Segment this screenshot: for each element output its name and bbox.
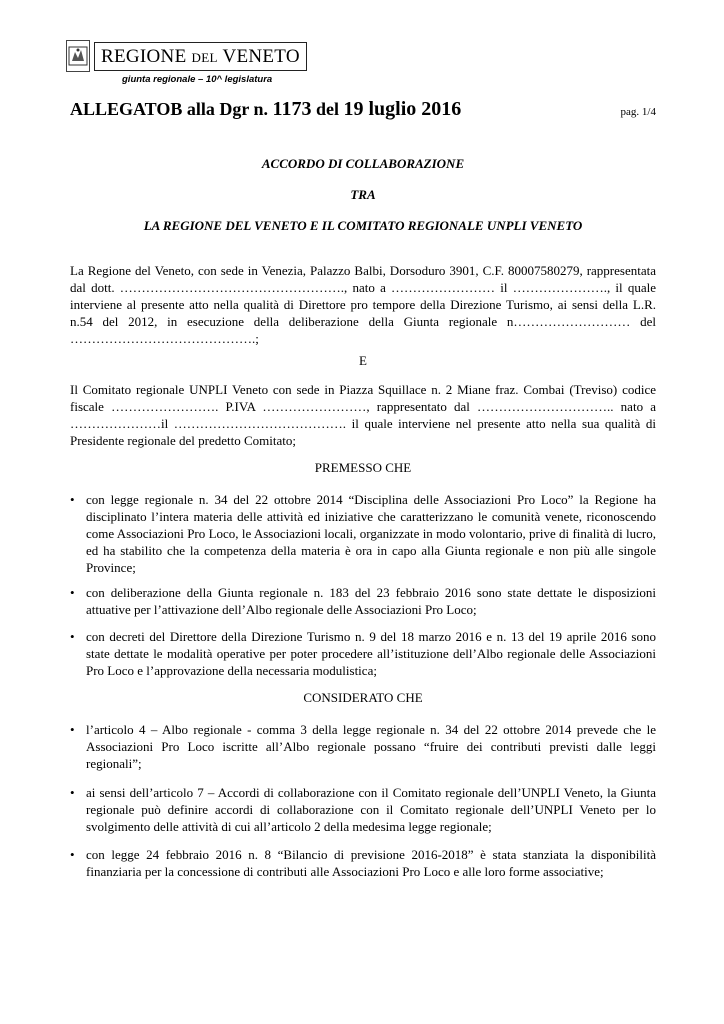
dgr-number: 1173 [272, 98, 312, 120]
legislature-subtitle: giunta regionale – 10^ legislatura [122, 74, 273, 85]
region-emblem-icon [66, 40, 90, 72]
list-item [70, 584, 656, 618]
separator-e: E [359, 353, 367, 368]
list-item [70, 491, 656, 576]
logo-small: DEL [191, 49, 218, 65]
paragraph-regione: La Regione del Veneto, con sede in Venezia, Palazzo Balbi, Dorsoduro 3901, C.F. 80007580279, rappresentata dal dott. ……………………………………………., nato a …………………… il …………………., il quale interviene al presente atto nella qualità di Direttore pro tempore della Direzione Turismo, ai sensi della L.R. n.54 del 2012, in esecuzione della deliberazione della Giunta regionale n……………………… del …………………………………….; [70, 263, 656, 347]
region-header [66, 40, 300, 85]
list-item-text: con decreti del Direttore della Direzione Turismo n. 9 del 18 marzo 2016 e n. 13 del 19 aprile 2016 sono state dettate le modalità operative per poter procedere all’istituzione dell’Albo regionale delle Associazioni Pro Loco e l’approvazione della necessaria modulistica; [86, 629, 656, 679]
list-item-text: l’articolo 4 – Albo regionale - comma 3 della legge regionale n. 34 del 22 ottobre 2014 prevede che le Associazioni Pro Loco iscritte all’Albo regionale possano “fruire dei contributi previsti dalle leggi regionali”; [86, 722, 656, 772]
dgr-date: 19 luglio 2016 [343, 98, 462, 120]
list-item [70, 846, 656, 880]
logo-row [66, 40, 300, 72]
list-item-text: con legge regionale n. 34 del 22 ottobre 2014 “Disciplina delle Associazioni Pro Loco” la Regione ha disciplinato l’intera materia delle attività ed iniziative che caratterizzano le comunità venete, riconoscendo come Associazioni Pro Loco, le Associazioni locali, organizzate in modo volontario, prive di finalità di lucro, ed ha stabilito che la competenza della materia è ora in capo alla Giunta regionale e non più alle singole Province; [86, 492, 656, 576]
allegato-title [70, 98, 461, 121]
list-item [70, 784, 656, 835]
title-parties: LA REGIONE DEL VENETO E IL COMITATO REGIONALE UNPLI VENETO [143, 218, 583, 233]
heading-premesso: PREMESSO CHE [314, 460, 412, 475]
allegato-del: del [315, 99, 339, 119]
list-item [70, 721, 656, 772]
logo-wordmark [94, 42, 307, 71]
page-number: pag. 1/4 [620, 106, 656, 118]
heading-considerato: CONSIDERATO CHE [303, 690, 423, 705]
title-tra: TRA [350, 187, 376, 202]
bullet-icon: • [70, 785, 75, 800]
allegato-prefix: ALLEGATOB alla Dgr n. [70, 99, 269, 119]
logo-end: VENETO [222, 45, 300, 67]
list-item-text: ai sensi dell’articolo 7 – Accordi di collaborazione con il Comitato regionale dell’UNPLI Veneto, la Giunta regionale può definire accordi di collaborazione con il Comitato regionale dell’UNPLI Veneto per lo svolgimento delle attività di cui all’articolo 2 della medesima legge regionale; [86, 785, 656, 835]
bullet-icon: • [70, 492, 75, 507]
list-item [70, 628, 656, 679]
bullet-icon: • [70, 722, 75, 737]
list-item-text: con deliberazione della Giunta regionale n. 183 del 23 febbraio 2016 sono state dettate le disposizioni attuative per l’attivazione dell’Albo regionale delle Associazioni Pro Loco; [86, 585, 656, 618]
title-accordo: ACCORDO DI COLLABORAZIONE [261, 156, 465, 171]
bullet-icon: • [70, 629, 75, 644]
paragraph-comitato: Il Comitato regionale UNPLI Veneto con sede in Piazza Squillace n. 2 Miane fraz. Combai (Treviso) codice fiscale ……………………. P.IVA ……………………, rappresentato dal ………………………….. nato a …………………il …………………………………. il quale interviene nel presente atto nella sua qualità di Presidente regionale del predetto Comitato; [70, 382, 656, 449]
bullet-icon: • [70, 847, 75, 862]
logo-main: REGIONE [101, 45, 187, 67]
list-item-text: con legge 24 febbraio 2016 n. 8 “Bilancio di previsione 2016-2018” è stata stanziata la disponibilità finanziaria per la concessione di contributi alle Associazioni Pro Loco e alle loro forme associative; [86, 847, 656, 880]
bullet-icon: • [70, 585, 75, 600]
